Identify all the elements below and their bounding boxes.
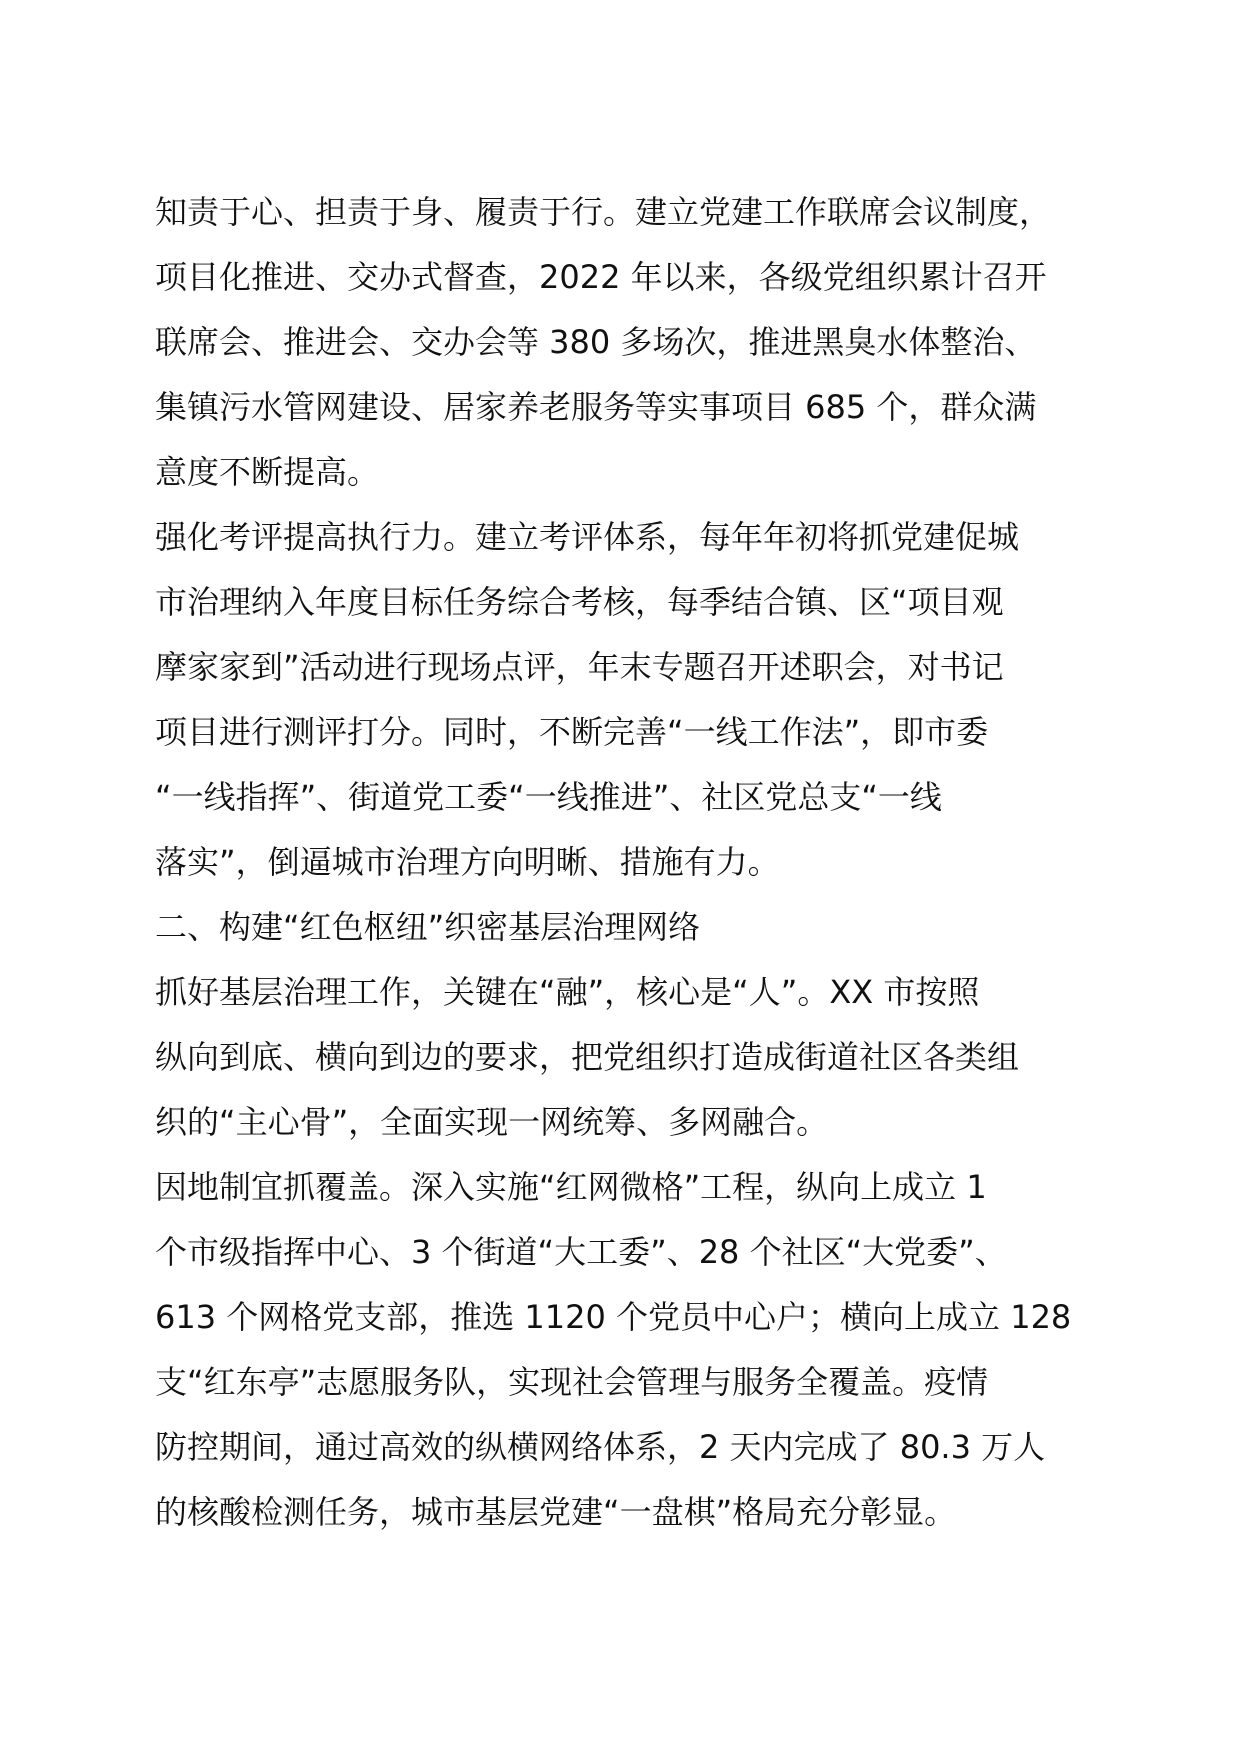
text-line: 意度不断提高。 (155, 453, 380, 491)
text-line: 因地制宜抓覆盖。深入实施“红网微格”工程，纵向上成立 1 (155, 1168, 987, 1206)
text-line: 纵向到底、横向到边的要求，把党组织打造成街道社区各类组 (155, 1038, 1020, 1076)
text-line: 个市级指挥中心、3 个街道“大工委”、28 个社区“大党委”、 (155, 1233, 1007, 1271)
text-line: 的核酸检测任务，城市基层党建“一盘棋”格局充分彰显。 (155, 1493, 957, 1531)
text-line: 市治理纳入年度目标任务综合考核，每季结合镇、区“项目观 (155, 583, 1004, 621)
text-line: 项目进行测评打分。同时，不断完善“一线工作法”，即市委 (155, 713, 989, 751)
text-line: 支“红东亭”志愿服务队，实现社会管理与服务全覆盖。疫情 (155, 1363, 989, 1401)
text-line: “一线指挥”、街道党工委“一线推进”、社区党总支“一线 (155, 778, 942, 816)
text-line: 落实”，倒逼城市治理方向明晰、措施有力。 (155, 843, 780, 881)
text-line: 知责于心、担责于身、履责于行。建立党建工作联席会议制度， (155, 193, 1052, 231)
text-line: 织的“主心骨”，全面实现一网统筹、多网融合。 (155, 1103, 829, 1141)
text-line: 摩家家到”活动进行现场点评，年末专题召开述职会，对书记 (155, 648, 1004, 686)
text-line: 联席会、推进会、交办会等 380 多场次，推进黑臭水体整治、 (155, 323, 1037, 361)
text-line: 强化考评提高执行力。建立考评体系，每年年初将抓党建促城 (155, 518, 1020, 556)
document-body (155, 180, 1095, 1545)
text-line: 613 个网格党支部，推选 1120 个党员中心户；横向上成立 128 (155, 1298, 1072, 1336)
text-line: 项目化推进、交办式督查，2022 年以来，各级党组织累计召开 (155, 258, 1047, 296)
text-line: 防控期间，通过高效的纵横网络体系，2 天内完成了 80.3 万人 (155, 1428, 1046, 1466)
text-line: 集镇污水管网建设、居家养老服务等实事项目 685 个，群众满 (155, 388, 1037, 426)
text-line: 抓好基层治理工作，关键在“融”，核心是“人”。XX 市按照 (155, 973, 980, 1011)
section-heading: 二、构建“红色枢纽”织密基层治理网络 (155, 908, 701, 946)
